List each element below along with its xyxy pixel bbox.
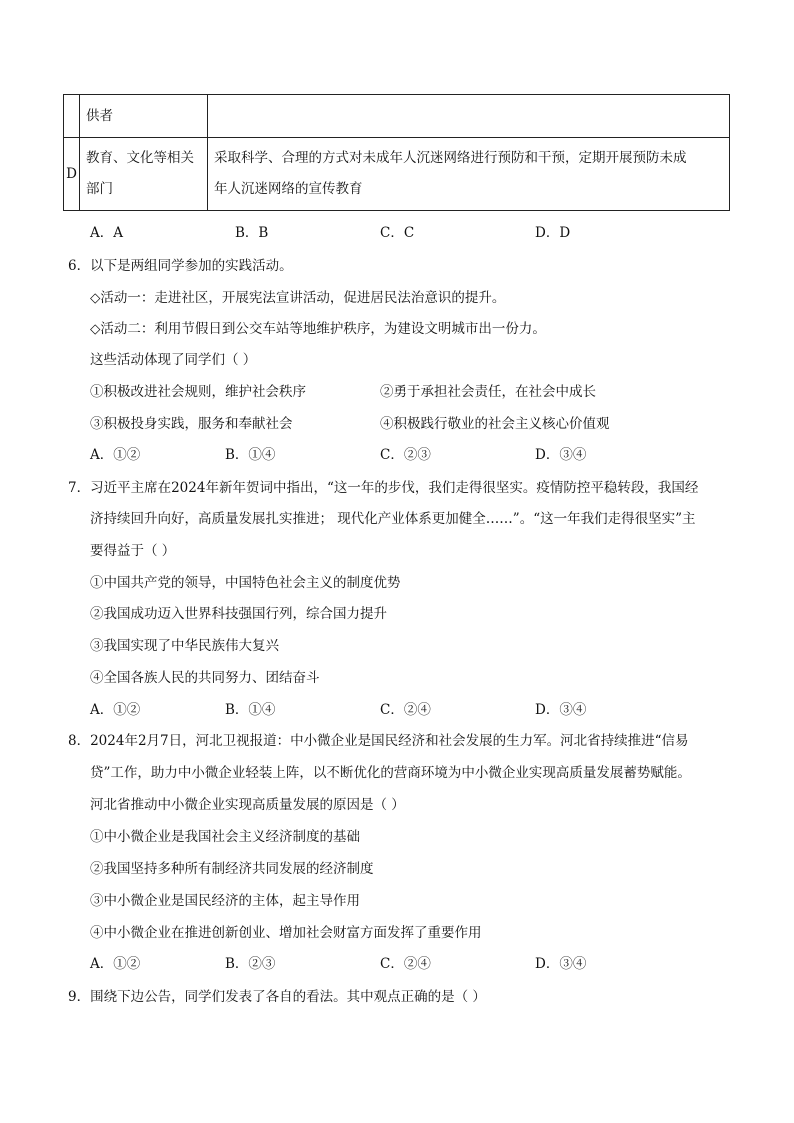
table-cell-letter: D [64, 138, 80, 211]
q7-option-b[interactable]: B．①④ [225, 702, 276, 718]
q8-item-4: ④中小微企业在推进创新创业、增加社会财富方面发挥了重要作用 [90, 925, 482, 941]
role-line: 部门 [86, 181, 113, 197]
q8-stem-line-1: 8．2024年2月7日，河北卫视报道：中小微企业是国民经济和社会发展的生力军。河北省持续推进“信易 [68, 733, 689, 749]
q8-option-c[interactable]: C．②④ [380, 956, 431, 972]
q9-stem: 9．围绕下边公告，同学们发表了各自的看法。其中观点正确的是（ ） [68, 989, 486, 1005]
q6-option-a[interactable]: A．①② [90, 447, 141, 463]
table-cell-content [208, 138, 730, 211]
q7-option-c[interactable]: C．②④ [380, 702, 431, 718]
q6-stem: 6．以下是两组同学参加的实践活动。 [68, 258, 293, 274]
table-row [64, 95, 730, 138]
q6-option-d[interactable]: D．③④ [535, 447, 587, 463]
q8-stem-line-3: 河北省推动中小微企业实现高质量发展的原因是（ ） [90, 797, 405, 813]
q8-item-1: ①中小微企业是我国社会主义经济制度的基础 [90, 829, 360, 845]
q6-activity-1: ◇活动一：走进社区，开展宪法宣讲活动，促进居民法治意识的提升。 [90, 290, 506, 306]
q7-item-4: ④全国各族人民的共同努力、团结奋斗 [90, 670, 320, 686]
q6-activity-2: ◇活动二：利用节假日到公交车站等地维护秩序，为建设文明城市出一份力。 [90, 321, 546, 337]
q8-option-b[interactable]: B．②③ [225, 956, 276, 972]
q8-stem-line-2: 贷”工作，助力中小微企业轻装上阵，以不断优化的营商环境为中小微企业实现高质量发展蓄势赋能。 [90, 765, 691, 781]
q7-item-1: ①中国共产党的领导，中国特色社会主义的制度优势 [90, 575, 401, 591]
q7-item-2: ②我国成功迈入世界科技强国行列，综合国力提升 [90, 606, 387, 622]
q6-item-4: ④积极践行敬业的社会主义核心价值观 [380, 416, 610, 432]
q8-option-a[interactable]: A．①② [90, 956, 141, 972]
q6-option-c[interactable]: C．②③ [380, 447, 431, 463]
q7-stem-line-3: 要得益于（ ） [90, 543, 176, 559]
q6-item-2: ②勇于承担社会责任，在社会中成长 [380, 384, 596, 400]
content-line: 采取科学、合理的方式对未成年人沉迷网络进行预防和干预，定期开展预防未成 [214, 150, 687, 166]
q5-option-d[interactable]: D．D [535, 225, 571, 241]
q8-item-2: ②我国坚持多种所有制经济共同发展的经济制度 [90, 861, 374, 877]
q7-item-3: ③我国实现了中华民族伟大复兴 [90, 638, 279, 654]
q6-item-1: ①积极改进社会规则，维护社会秩序 [90, 384, 306, 400]
content-line: 年人沉迷网络的宣传教育 [214, 181, 363, 197]
table-row [64, 138, 730, 211]
q7-stem-line-2: 济持续回升向好，高质量发展扎实推进； 现代化产业体系更加健全……”。“这一年我们走得很坚实”主 [90, 511, 696, 527]
table-cell-role: 供者 [80, 95, 208, 138]
q7-option-d[interactable]: D．③④ [535, 702, 587, 718]
q6-prompt: 这些活动体现了同学们（ ） [90, 352, 257, 368]
responsibility-table [63, 94, 730, 211]
q8-item-3: ③中小微企业是国民经济的主体，起主导作用 [90, 893, 360, 909]
q7-option-a[interactable]: A．①② [90, 702, 141, 718]
q6-option-b[interactable]: B．①④ [225, 447, 276, 463]
q5-option-b[interactable]: B．B [235, 225, 269, 241]
q5-option-a[interactable]: A．A [90, 225, 123, 241]
q8-option-d[interactable]: D．③④ [535, 956, 587, 972]
table-cell-content [208, 95, 730, 138]
q7-stem-line-1: 7．习近平主席在2024年新年贺词中指出，“这一年的步伐，我们走得很坚实。疫情防控平稳转段，我国经 [68, 480, 699, 496]
table-cell-role [80, 138, 208, 211]
role-line: 教育、文化等相关 [86, 150, 194, 166]
table-cell-letter [64, 95, 80, 138]
q6-item-3: ③积极投身实践，服务和奉献社会 [90, 416, 293, 432]
q5-option-c[interactable]: C．C [380, 225, 415, 241]
